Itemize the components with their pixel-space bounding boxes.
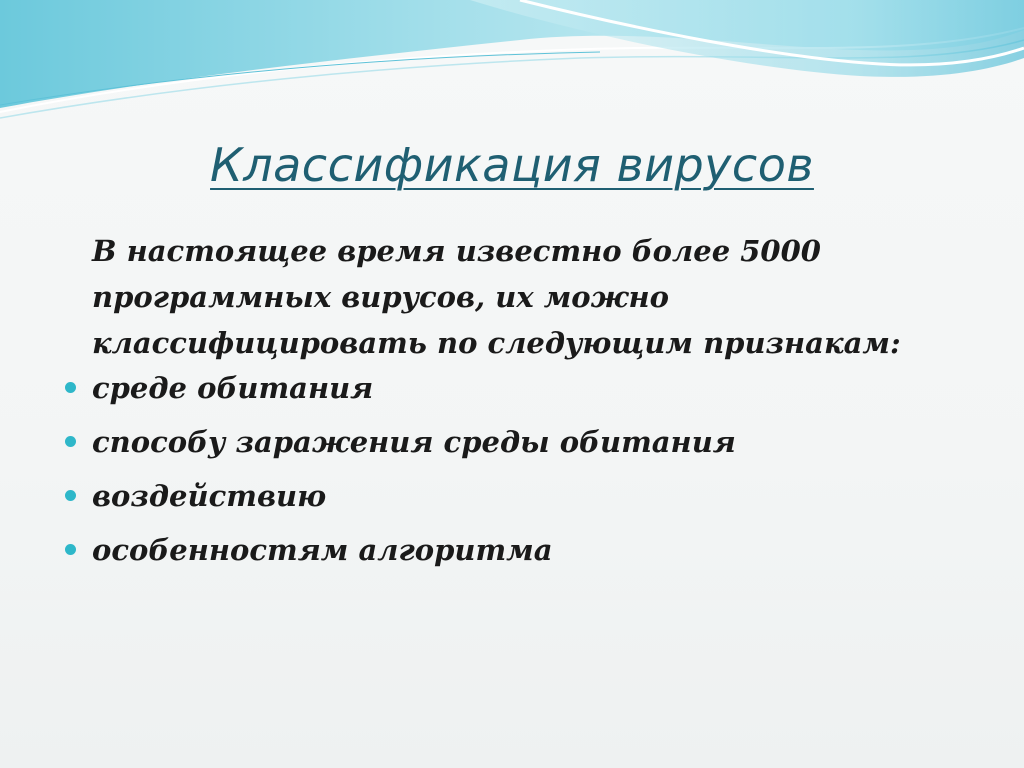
bullet-dot-icon: [65, 436, 76, 447]
bullet-item: [62, 362, 962, 416]
bullet-text: способу заражения среды обитания: [92, 425, 736, 459]
bullet-dot-icon: [65, 544, 76, 555]
slide-title-text: Классификация вирусов: [210, 138, 814, 192]
bullet-dot-icon: [65, 490, 76, 501]
bullet-text: воздействию: [92, 479, 327, 513]
bullet-item: [62, 416, 962, 470]
intro-paragraph: В настоящее время известно более 5000 программных вирусов, их можно классифицировать по следующим признакам:: [92, 234, 901, 360]
bullet-list: [62, 362, 962, 578]
bullet-text: особенностям алгоритма: [92, 533, 553, 567]
bullet-item: [62, 524, 962, 578]
wave-header-decoration: [0, 0, 1024, 130]
bullet-dot-icon: [65, 382, 76, 393]
bullet-item: [62, 470, 962, 524]
slide-title: [0, 138, 1024, 192]
bullet-text: среде обитания: [92, 371, 374, 405]
